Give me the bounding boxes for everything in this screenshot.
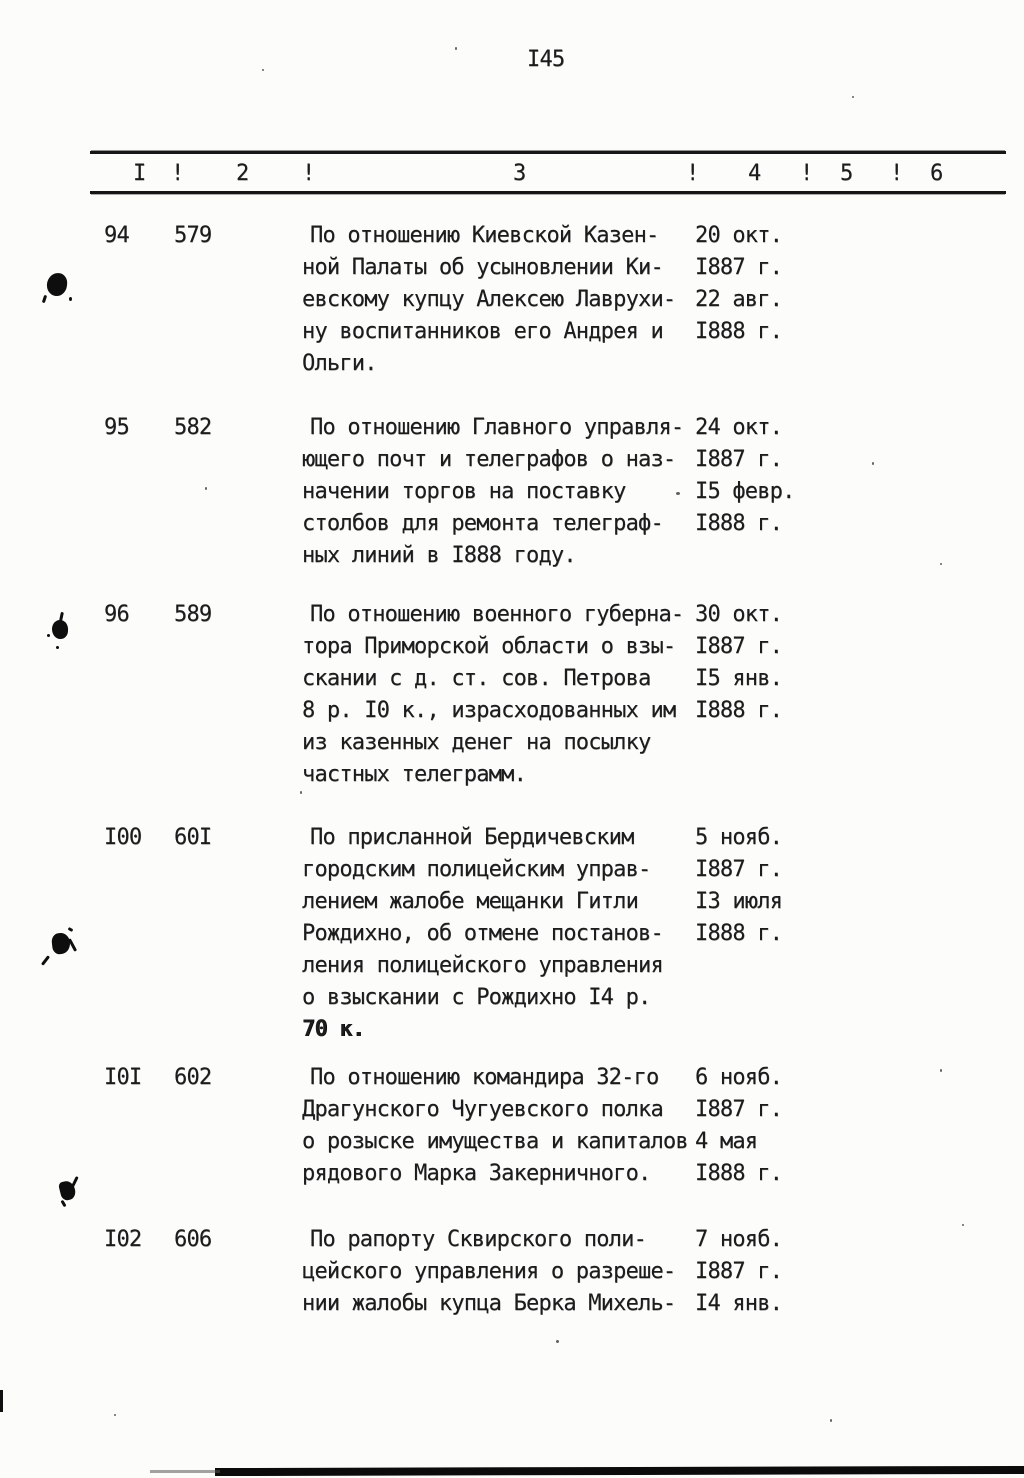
entry-description-line: Ольги. xyxy=(302,351,377,376)
entry-description-line: Драгунского Чугуевского полка xyxy=(302,1097,663,1122)
entry-description xyxy=(302,1062,702,1190)
entry-description-line: По присланной Бердичевским xyxy=(310,825,634,850)
entry-date-line: I887 г. xyxy=(695,1259,783,1284)
entry-description xyxy=(302,1224,702,1320)
entry-date-line: 20 окт. xyxy=(695,223,783,248)
entry-description xyxy=(302,599,702,791)
entry-date-line: 5 нояб. xyxy=(695,825,783,850)
entry-date-line: 6 нояб. xyxy=(695,1065,783,1090)
entry-date-line: 24 окт. xyxy=(695,415,783,440)
entry-description-line: 8 р. I0 к., израсходованных им xyxy=(302,698,676,723)
entry-dates xyxy=(695,220,815,348)
entry-date-line: I3 июля xyxy=(695,889,783,914)
entry-case-number: 94 xyxy=(104,223,129,248)
scan-speck xyxy=(940,563,942,565)
entry-description-line: ных линий в I888 году. xyxy=(302,543,576,568)
entry-date-line: 30 окт. xyxy=(695,602,783,627)
entry-description-line: городским полицейским управ- xyxy=(302,857,651,882)
table-header-cell: ! xyxy=(890,161,903,186)
entry-description-line: начении торгов на поставку xyxy=(302,479,626,504)
entry-date-line: I887 г. xyxy=(695,255,783,280)
entry-description-line: По отношению командира 32-го xyxy=(310,1065,659,1090)
entry-description-line: По отношению Киевской Казен- xyxy=(310,223,659,248)
entry-date-line: I888 г. xyxy=(695,921,783,946)
scan-speck xyxy=(205,487,207,490)
entry-date-line: I888 г. xyxy=(695,1161,783,1186)
scan-edge-left xyxy=(0,1390,3,1412)
table-header-row xyxy=(0,158,1024,192)
entry-description-line: ну воспитанников его Андрея и xyxy=(302,319,663,344)
entry-description-line: По отношению военного губерна- xyxy=(310,602,684,627)
entry-description-line: По отношению Главного управля- xyxy=(310,415,684,440)
scan-speck xyxy=(940,1069,942,1072)
entry-date-line: I888 г. xyxy=(695,511,783,536)
scan-edge-fragment xyxy=(150,1470,220,1473)
entry-dates xyxy=(695,412,815,540)
table-header-rule-top xyxy=(90,151,1006,154)
ink-blot-mark xyxy=(47,634,50,637)
ink-blot-mark xyxy=(52,620,68,639)
entry-doc-number: 606 xyxy=(174,1227,212,1252)
table-header-cell: 6 xyxy=(930,161,943,186)
entry-doc-number: 602 xyxy=(174,1065,212,1090)
table-header-cell: 3 xyxy=(513,161,526,186)
entry-description-line: рядового Марка Закерничного. xyxy=(302,1161,651,1186)
entry-description xyxy=(302,220,702,380)
entry-row xyxy=(0,1224,1024,1416)
scan-speck xyxy=(556,1340,559,1343)
entry-description-line: о взыскании с Рождихно I4 р. xyxy=(302,985,651,1010)
scan-speck xyxy=(872,462,874,465)
entry-doc-number: 589 xyxy=(174,602,212,627)
entry-date-line: 7 нояб. xyxy=(695,1227,783,1252)
entry-row xyxy=(0,220,1024,412)
entry-row xyxy=(0,822,1024,1042)
entry-description-line: скании с д. ст. сов. Петрова xyxy=(302,666,651,691)
scan-speck xyxy=(455,47,457,50)
ink-blot-mark xyxy=(56,646,59,649)
entry-case-number: 95 xyxy=(104,415,129,440)
entry-description-line: лением жалобе мещанки Гитли xyxy=(302,889,639,914)
table-header-cell: ! xyxy=(171,161,184,186)
entry-case-number: 96 xyxy=(104,602,129,627)
entry-description-line: евскому купцу Алексею Лаврухи- xyxy=(302,287,676,312)
scan-speck xyxy=(300,791,302,794)
entry-row xyxy=(0,599,1024,791)
scan-speck xyxy=(676,492,680,495)
scan-edge-bottom xyxy=(215,1466,1024,1476)
entry-description-line: нии жалобы купца Берка Михель- xyxy=(302,1291,676,1316)
entry-date-line: I887 г. xyxy=(695,1097,783,1122)
entry-date-line: 22 авг. xyxy=(695,287,783,312)
entry-description-line: столбов для ремонта телеграф- xyxy=(302,511,663,536)
entry-date-line: I887 г. xyxy=(695,857,783,882)
entry-description-line: из казенных денег на посылку xyxy=(302,730,651,755)
scan-speck xyxy=(114,1414,116,1416)
table-header-cell: ! xyxy=(686,161,699,186)
table-header-cell: I xyxy=(133,161,146,186)
entry-case-number: I02 xyxy=(104,1227,142,1252)
entry-date-line: 4 мая xyxy=(695,1129,758,1154)
table-header-cell: 4 xyxy=(748,161,761,186)
entry-date-line: I4 янв. xyxy=(695,1291,783,1316)
entry-case-number: I0I xyxy=(104,1065,142,1090)
entry-doc-number: 60I xyxy=(174,825,212,850)
entry-description-line: о розыске имущества и капиталов xyxy=(302,1129,688,1154)
entry-date-line: I5 февр. xyxy=(695,479,795,504)
entry-description-line: частных телеграмм. xyxy=(302,762,527,787)
table-header-rule-bottom xyxy=(90,191,1006,194)
entry-dates xyxy=(695,822,815,950)
entry-description-line: По рапорту Сквирского поли- xyxy=(310,1227,647,1252)
table-header-cell: 5 xyxy=(840,161,853,186)
entry-date-line: I888 г. xyxy=(695,698,783,723)
entry-dates xyxy=(695,1224,815,1320)
entry-row xyxy=(0,412,1024,604)
entry-doc-number: 582 xyxy=(174,415,212,440)
table-header-cell: ! xyxy=(800,161,813,186)
table-header-cell: ! xyxy=(302,161,315,186)
scan-speck xyxy=(962,1224,964,1226)
scan-speck xyxy=(262,69,264,71)
entry-date-line: I888 г. xyxy=(695,319,783,344)
entry-description-line: ления полицейского управления xyxy=(302,953,663,978)
entry-description-line: тора Приморской области о взы- xyxy=(302,634,676,659)
entry-description-line: 70 к. xyxy=(302,1017,365,1042)
entry-dates xyxy=(695,599,815,727)
entry-case-number: I00 xyxy=(104,825,142,850)
scan-speck xyxy=(852,96,854,98)
entry-description-line: Рождихно, об отмене постанов- xyxy=(302,921,663,946)
page-number: I45 xyxy=(527,47,565,72)
table-header-cell: 2 xyxy=(236,161,249,186)
entry-description xyxy=(302,412,702,572)
entry-date-line: I887 г. xyxy=(695,634,783,659)
entry-description-line: ющего почт и телеграфов о наз- xyxy=(302,447,676,472)
entry-description-line: цейского управления о разреше- xyxy=(302,1259,676,1284)
entry-doc-number: 579 xyxy=(174,223,212,248)
entry-date-line: I887 г. xyxy=(695,447,783,472)
entry-dates xyxy=(695,1062,815,1190)
scan-speck xyxy=(830,1419,832,1422)
entry-description xyxy=(302,822,702,1046)
entry-date-line: I5 янв. xyxy=(695,666,783,691)
entry-description-line: ной Палаты об усыновлении Ки- xyxy=(302,255,663,280)
ink-blot-mark xyxy=(69,297,72,301)
